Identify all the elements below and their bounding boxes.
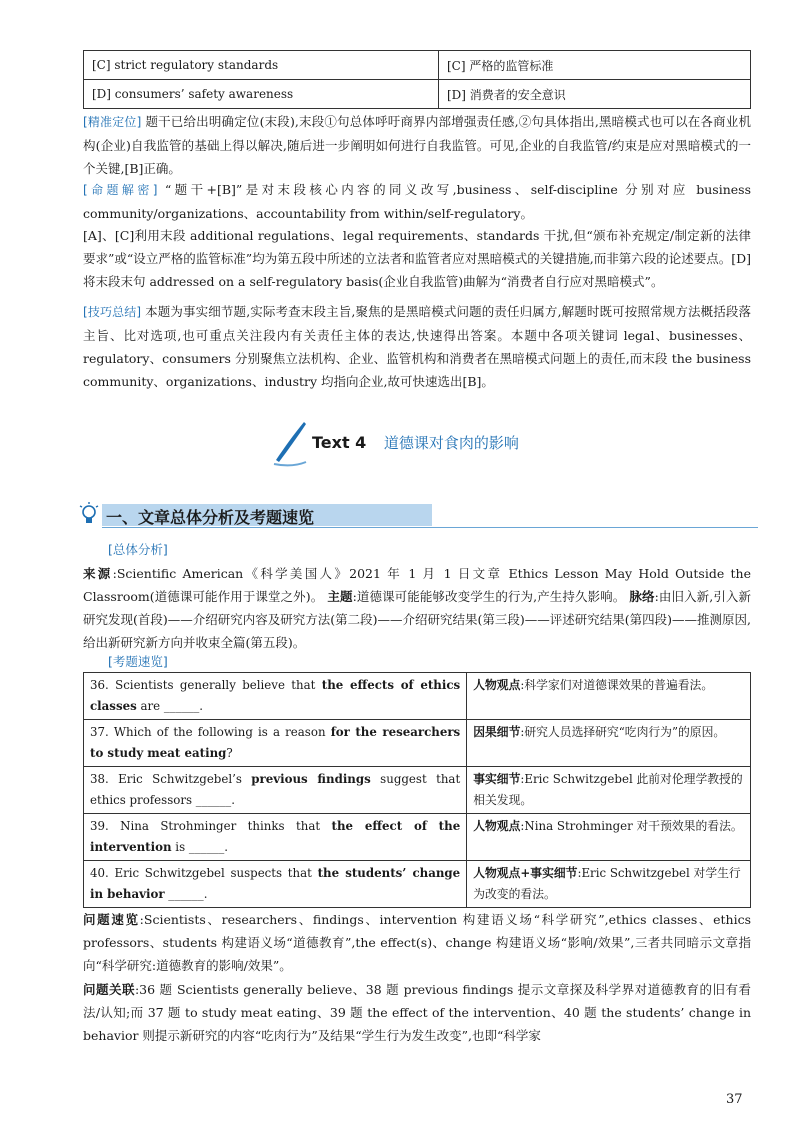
options-table — [83, 50, 751, 109]
option-cn: [C] 严格的监管标准 — [439, 51, 751, 80]
question-cell: 40. Eric Schwitzgebel suspects that the students’ change in behavior ______. — [84, 861, 467, 908]
quick-summary-paragraph — [83, 908, 751, 977]
quick-label: 问题速览 — [83, 912, 140, 927]
quick-text: :Scientists、researchers、findings、intervention 构建语义场“科学研究”,ethics classes、ethics professors、students 构建语义场“道德教育”,the effect(s)、change 构建语义场“影响/效果”,三者共同暗示文章指向“科学研究:道德教育的影响/效果”。 — [83, 912, 751, 973]
paragraph-text: [A]、[C]利用末段 additional regulations、legal requirements、standards 干扰,但“颁布补充规定/制定新的法律要求”或“设立严格的监管标准”均为第五段中所述的立法者和监管者应对黑暗模式的关键措施,而非第六段的论述要点。[D]将末段末句 addressed on a self-regulatory basis(企业自我监管)曲解为“消费者自行应对黑暗模式”。 — [83, 228, 751, 289]
text4-heading — [270, 420, 600, 470]
page-number: 37 — [726, 1092, 743, 1107]
paragraph-text: “题干+[B]”是对末段核心内容的同义改写,business、self-discipline 分别对应 business community/organizations、accountability from within/self-regulatory。 — [83, 182, 751, 221]
text4-title — [312, 432, 519, 453]
question-type-cell: 因果细节:研究人员选择研究“吃肉行为”的原因。 — [467, 720, 751, 767]
paragraph-text: 本题为事实细节题,实际考查末段主旨,聚焦的是黑暗模式问题的责任归属方,解题时既可按照常规方法概括段落主旨、比对选项,也可重点关注段内有关责任主体的表达,快速得出答案。本题中各项关键词 legal、businesses、regulatory、consumers 分别聚焦立法机构、企业、监管机构和消费者在黑暗模式问题上的责任,而末段 the business community、organizations、industry 均指向企业,故可快速选出[B]。 — [83, 304, 751, 389]
table-row — [84, 861, 751, 908]
section-title: 一、文章总体分析及考题速览 — [106, 508, 315, 527]
pen-icon — [270, 420, 310, 470]
link-text: :36 题 Scientists generally believe、38 题 previous findings 提示文章探及科学界对道德教育的旧有看法/认知;而 37 题 to study meat eating、39 题 the effect of the intervention、40 题 the students’ change in behavior 则提示新研究的内容“吃肉行为”及结果“学生行为发生改变”,也即“科学家 — [83, 982, 751, 1043]
theme-label: 主题 — [327, 589, 353, 604]
source-label: 来源 — [83, 566, 113, 581]
analysis-paragraph-3 — [83, 224, 751, 293]
question-cell: 37. Which of the following is a reason for the researchers to study meat eating? — [84, 720, 467, 767]
questions-table — [83, 672, 751, 908]
lightbulb-icon — [78, 502, 100, 528]
table-row — [84, 673, 751, 720]
paragraph-text: 题干已给出明确定位(末段),末段①句总体呼吁商界内部增强责任感,②句具体指出,黑暗模式也可以在各商业机构(企业)自我监管的基础上得以解决,随后进一步阐明如何进行自我监管。可见,企业的自我监管/约束是应对黑暗模式的一个关键,[B]正确。 — [83, 114, 751, 176]
question-cell: 38. Eric Schwitzgebel’s previous findings suggest that ethics professors ______. — [84, 767, 467, 814]
heading-rule — [102, 527, 758, 528]
table-row — [84, 720, 751, 767]
analysis-paragraph-1 — [83, 110, 751, 180]
question-type-cell: 人物观点+事实细节:Eric Schwitzgebel 对学生行为改变的看法。 — [467, 861, 751, 908]
link-label: 问题关联 — [83, 982, 135, 997]
source-text: :Scientific American《科学美国人》2021 年 1 月 1 日文章 Ethics Lesson May Hold Outside the Classroom(道德课可能作用于课堂之外)。 — [83, 566, 751, 604]
text4-title-cn: 道德课对食肉的影响 — [383, 434, 519, 452]
preview-label: [考题速览] — [108, 654, 168, 669]
context-text: :由旧入新,引入新研究发现(首段)——介绍研究内容及研究方法(第二段)——介绍研究结果(第三段)——评述研究结果(第四段)——推测原因,给出新研究新方向并收束全篇(第五段)。 — [83, 589, 752, 650]
section-tag: [命题解密] — [83, 183, 158, 197]
link-summary-paragraph — [83, 978, 751, 1047]
context-label: 脉络 — [629, 589, 655, 604]
question-cell: 36. Scientists generally believe that the effects of ethics classes are ______. — [84, 673, 467, 720]
option-en: [D] consumers’ safety awareness — [84, 80, 439, 109]
question-type-cell: 事实细节:Eric Schwitzgebel 此前对伦理学教授的相关发现。 — [467, 767, 751, 814]
text4-label: Text 4 — [312, 433, 367, 452]
section-heading — [78, 500, 758, 532]
table-row — [84, 80, 751, 109]
section-tag: [技巧总结] — [83, 305, 142, 319]
overview-label: [总体分析] — [108, 542, 168, 557]
analysis-paragraph-2 — [83, 178, 751, 225]
analysis-paragraph-4 — [83, 300, 751, 393]
option-cn: [D] 消费者的安全意识 — [439, 80, 751, 109]
question-cell: 39. Nina Strohminger thinks that the effect of the intervention is ______. — [84, 814, 467, 861]
table-row — [84, 767, 751, 814]
table-row — [84, 51, 751, 80]
option-en: [C] strict regulatory standards — [84, 51, 439, 80]
theme-text: :道德课可能能够改变学生的行为,产生持久影响。 — [352, 589, 626, 604]
question-type-cell: 人物观点:Nina Strohminger 对干预效果的看法。 — [467, 814, 751, 861]
table-row — [84, 814, 751, 861]
section-tag: [精准定位] — [83, 115, 142, 129]
overview-paragraph — [83, 562, 751, 654]
question-type-cell: 人物观点:科学家们对道德课效果的普遍看法。 — [467, 673, 751, 720]
